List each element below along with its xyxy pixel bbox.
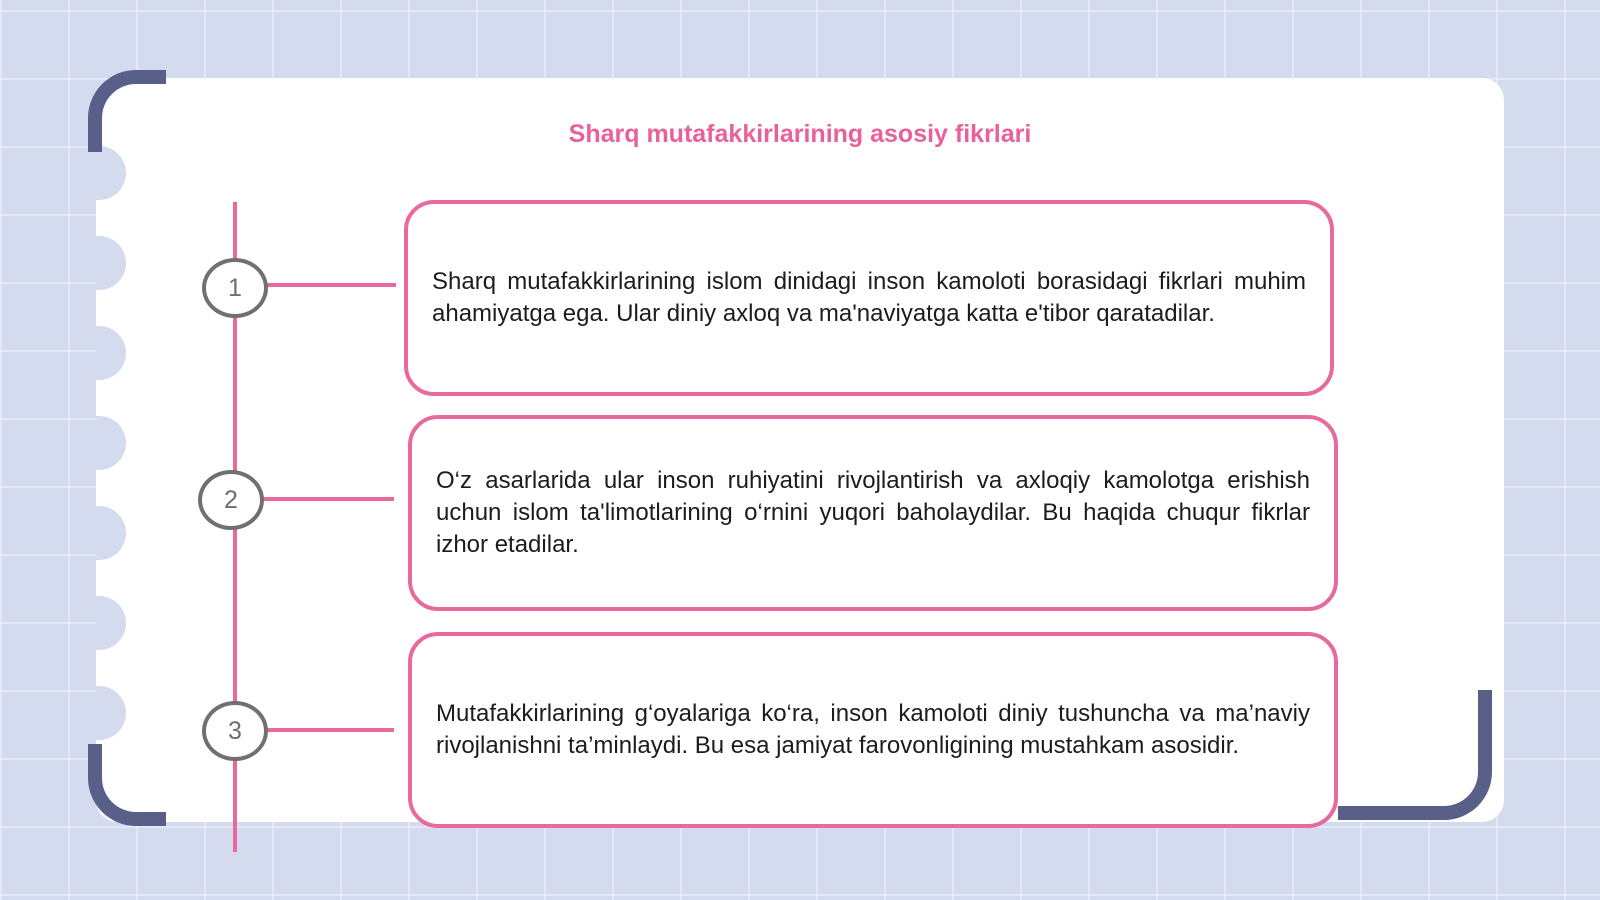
step-text-3: Mutafakkirlarining g‘oyalariga ko‘ra, inson kamoloti diniy tushuncha va ma’naviy rivojlanishni ta’minlaydi. Bu esa jamiyat farovonligining mustahkam asosidir.	[436, 700, 1310, 759]
frame-corner-top-left	[88, 70, 166, 152]
step-number-2: 2	[198, 470, 264, 530]
step-card-2	[408, 415, 1338, 611]
step-card-3	[408, 632, 1338, 828]
frame-corner-bottom-left	[88, 744, 166, 826]
step-text-1: Sharq mutafakkirlarining islom dinidagi inson kamoloti borasidagi fikrlari muhim ahamiyatga ega. Ular diniy axloq va ma'naviyatga katta e'tibor qaratadilar.	[432, 268, 1306, 327]
step-text-2: O‘z asarlarida ular inson ruhiyatini rivojlantirish va axloqiy kamolotga erishish uchun islom ta'limotlarining o‘rnini yuqori baholaydilar. Bu haqida chuqur fikrlar izhor etadilar.	[436, 467, 1310, 558]
frame-corner-bottom-right	[1338, 690, 1492, 820]
step-number-1: 1	[202, 258, 268, 318]
timeline-connector	[266, 728, 394, 732]
step-number-3: 3	[202, 701, 268, 761]
step-card-1	[404, 200, 1334, 396]
timeline-connector	[262, 497, 394, 501]
slide-title: Sharq mutafakkirlarining asosiy fikrlari	[568, 120, 1032, 148]
timeline-connector	[266, 283, 396, 287]
